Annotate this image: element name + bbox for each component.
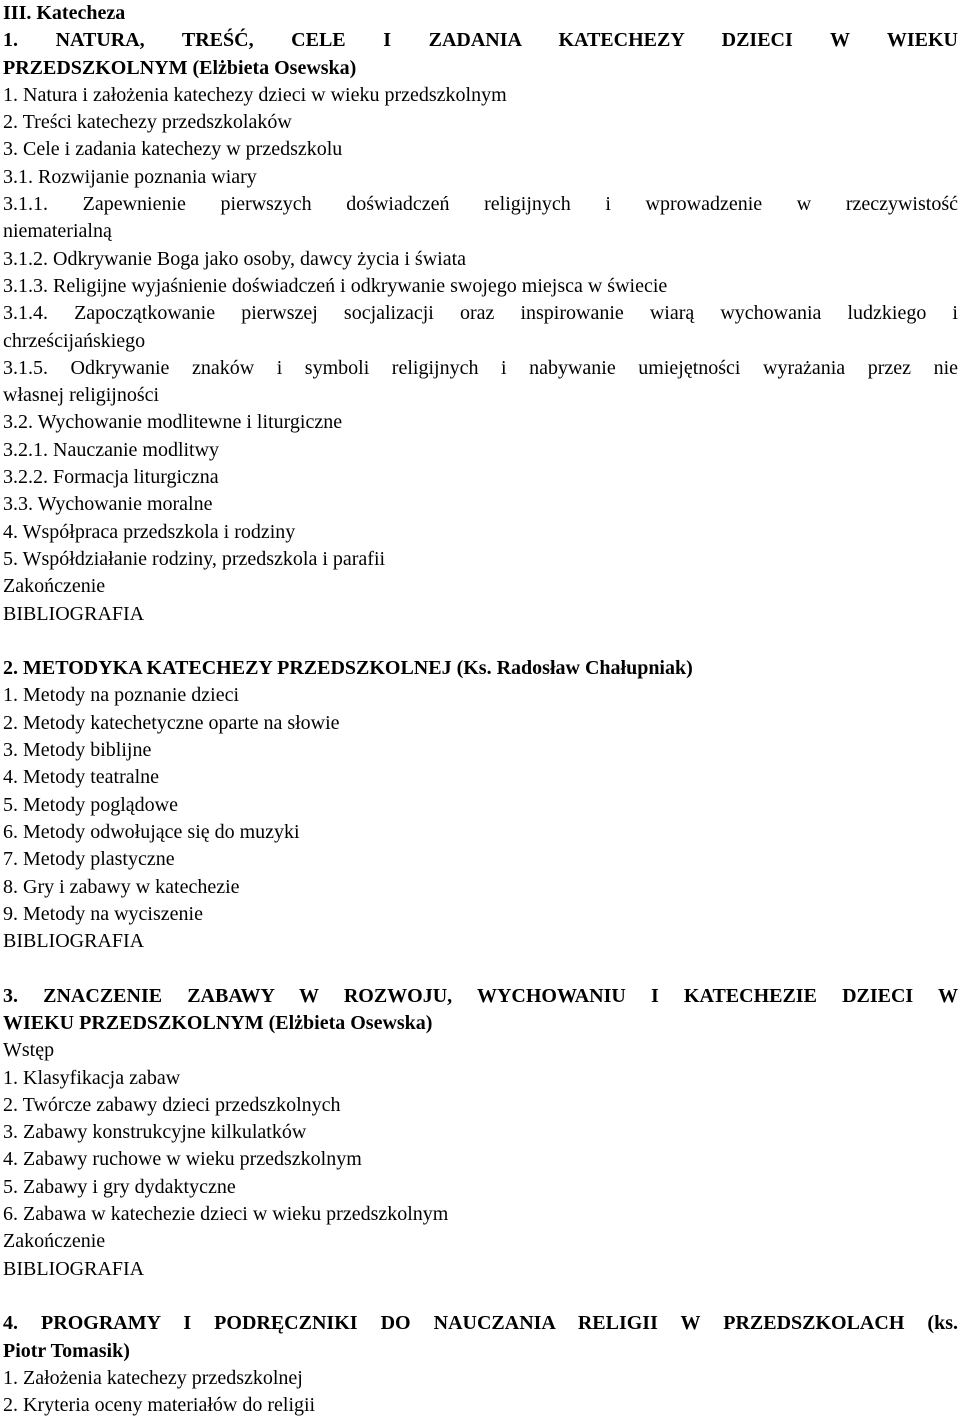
section-spacer [3,1283,958,1310]
toc-item: BIBLIOGRAFIA [3,602,145,625]
toc-item: 3.1.2. Odkrywanie Boga jako osoby, dawcy życia i świata [3,247,467,270]
chapter-4 [3,1310,958,1419]
toc-item: 4. Zabawy ruchowe w wieku przedszkolnym [3,1148,362,1171]
toc-item: 4. Metody teatralne [3,766,160,789]
toc-item: 2. Twórcze zabawy dzieci przedszkolnych [3,1093,341,1116]
toc-item: 4. Współpraca przedszkola i rodziny [3,520,296,543]
chapter-heading: 4. PROGRAMY I PODRĘCZNIKI DO NAUCZANIA RELIGII W PRZEDSZKOLACH (ks. [3,1312,958,1335]
toc-item: 2. Metody katechetyczne oparte na słowie [3,711,340,734]
chapter-heading: 2. METODYKA KATECHEZY PRZEDSZKOLNEJ (Ks. Radosław Chałupniak) [3,657,693,680]
toc-item: 3. Zabawy konstrukcyjne kilkulatków [3,1121,307,1144]
toc-item: 9. Metody na wyciszenie [3,902,203,925]
toc-item: 1. Metody na poznanie dzieci [3,684,240,707]
toc-item: 3.3. Wychowanie moralne [3,493,213,516]
toc-item: 1. Natura i założenia katechezy dzieci w wieku przedszkolnym [3,83,507,106]
chapter-3 [3,983,958,1283]
chapter-2 [3,655,958,955]
toc-item: 2. Kryteria oceny materiałów do religii [3,1394,316,1417]
toc-item: 3. Metody biblijne [3,739,152,762]
toc-item: Zakończenie [3,1230,106,1253]
section-spacer [3,628,958,655]
toc-item: 3.1.5. Odkrywanie znaków i symboli religijnych i nabywanie umiejętności wyrażania przez nie [3,356,958,379]
toc-item: 3. Cele i zadania katechezy w przedszkolu [3,138,343,161]
toc-item: chrześcijańskiego [3,329,146,352]
chapter-heading: 1. NATURA, TREŚĆ, CELE I ZADANIA KATECHEZY DZIECI W WIEKU [3,29,958,52]
toc-item: własnej religijności [3,384,160,407]
toc-item: 5. Metody poglądowe [3,793,178,816]
part-title: III. Katecheza [3,2,126,24]
toc-item: BIBLIOGRAFIA [3,1257,145,1280]
toc-item: 3.1.1. Zapewnienie pierwszych doświadczeń religijnych i wprowadzenie w rzeczywistość [3,193,958,216]
toc-item: 6. Metody odwołujące się do muzyki [3,820,300,843]
toc-item: 3.2.1. Nauczanie modlitwy [3,438,220,461]
toc-item: 2. Treści katechezy przedszkolaków [3,111,292,134]
toc-item: 8. Gry i zabawy w katechezie [3,875,240,898]
toc-item: 5. Współdziałanie rodziny, przedszkola i parafii [3,547,386,570]
toc-item: 3.1.4. Zapoczątkowanie pierwszej socjalizacji oraz inspirowanie wiarą wychowania ludzkiego i [3,302,958,325]
toc-item: 3.2. Wychowanie modlitewne i liturgiczne [3,411,343,434]
section-spacer [3,955,958,982]
toc-item: 3.1. Rozwijanie poznania wiary [3,165,257,188]
toc-item: Wstęp [3,1039,55,1062]
chapter-heading: WIEKU PRZEDSZKOLNYM (Elżbieta Osewska) [3,1011,433,1034]
toc-item: 5. Zabawy i gry dydaktyczne [3,1175,236,1198]
chapter-heading: Piotr Tomasik) [3,1339,130,1362]
chapter-heading: 3. ZNACZENIE ZABAWY W ROZWOJU, WYCHOWANIU I KATECHEZIE DZIECI W [3,984,958,1007]
toc-item: BIBLIOGRAFIA [3,930,145,953]
chapter-heading: PRZEDSZKOLNYM (Elżbieta Osewska) [3,56,357,79]
toc-item: 1. Założenia katechezy przedszkolnej [3,1366,303,1389]
toc-item: 6. Zabawa w katechezie dzieci w wieku przedszkolnym [3,1203,449,1226]
toc-item: 3.1.3. Religijne wyjaśnienie doświadczeń i odkrywanie swojego miejsca w świecie [3,274,668,297]
toc-item: Zakończenie [3,575,106,598]
toc-item: 1. Klasyfikacja zabaw [3,1066,181,1089]
toc-item: 7. Metody plastyczne [3,848,175,871]
chapter-1 [3,27,958,628]
toc-item: niematerialną [3,220,112,243]
toc-item: 3.2.2. Formacja liturgiczna [3,466,219,489]
